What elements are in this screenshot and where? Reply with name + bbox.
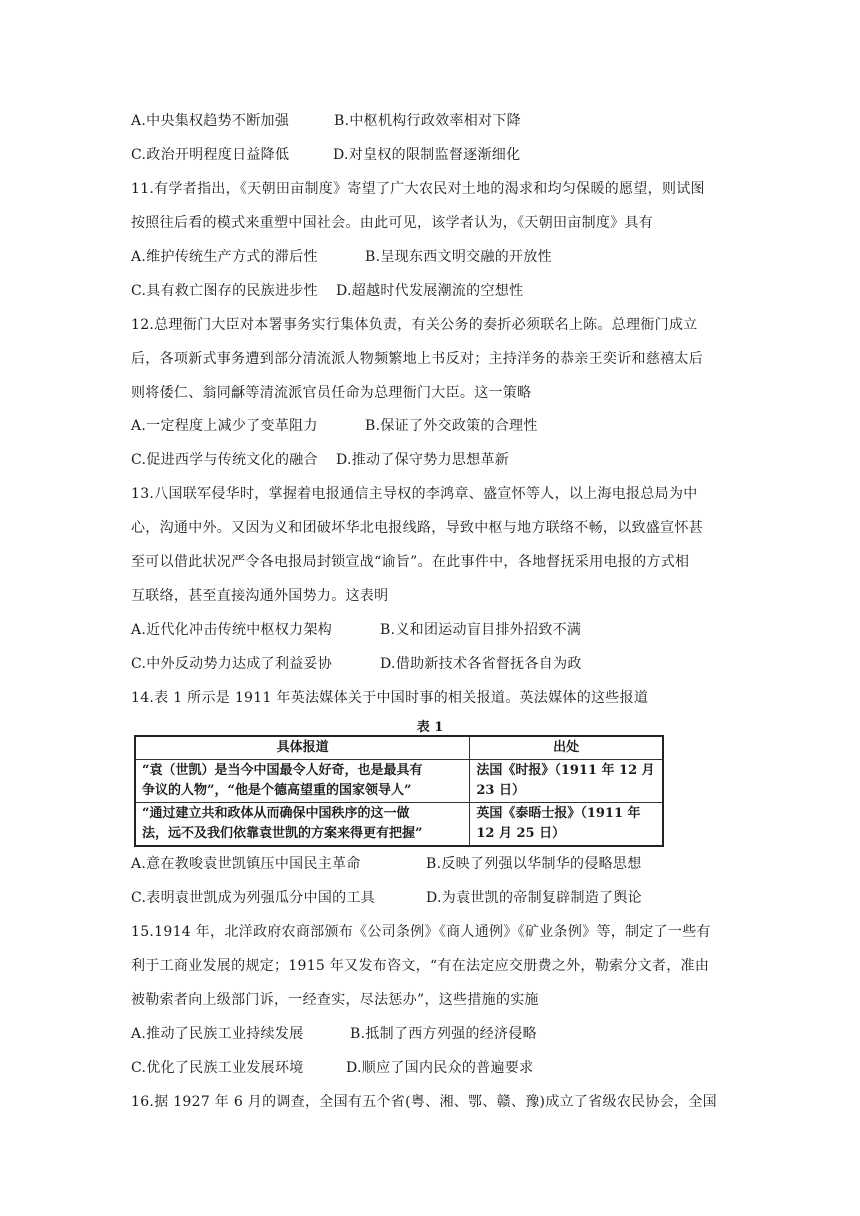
q13-option-d: D.借助新技术各省督抚各自为政	[380, 656, 582, 672]
q14-option-a: A.意在教唆袁世凯镇压中国民主革命	[131, 856, 361, 872]
q14-stem-line-1: 14.表 1 所示是 1911 年英法媒体关于中国时事的相关报道。英法媒体的这些报道	[131, 690, 649, 706]
q15-option-b: B.抵制了西方列强的经济侵略	[350, 1026, 537, 1042]
q15-option-c: C.优化了民族工业发展环境	[131, 1060, 304, 1076]
q15-stem-line-1: 15.1914 年，北洋政府农商部颁布《公司条例》《商人通例》《矿业条例》等，制定了一些有	[131, 924, 711, 940]
q10-option-b: B.中枢机构行政效率相对下降	[334, 113, 521, 129]
q12-option-b: B.保证了外交政策的合理性	[365, 418, 538, 434]
q10-options-row-2	[131, 145, 750, 165]
table-caption: 表 1	[416, 720, 444, 735]
q12-option-a: A.一定程度上减少了变革阻力	[131, 418, 318, 434]
q12-option-c: C.促进西学与传统文化的融合	[131, 452, 318, 468]
q13-options-row-2	[131, 654, 750, 674]
table-header-row	[135, 736, 663, 760]
q15-option-d: D.顺应了国内民众的普遍要求	[346, 1060, 534, 1076]
q14-option-c: C.表明袁世凯成为列强瓜分中国的工具	[131, 890, 376, 906]
q13-stem-line-4: 互联络，甚至直接沟通外国势力。这表明	[131, 588, 389, 604]
q11-options-row-1	[131, 247, 750, 267]
cell-line: “通过建立共和政体从而确保中国秩序的这一做	[142, 806, 410, 821]
q16-stem-line-1: 16.据 1927 年 6 月的调查，全国有五个省(粤、湘、鄂、赣、豫)成立了省级农民协会，全国	[131, 1094, 717, 1110]
q10-option-d: D.对皇权的限制监督逐渐细化	[333, 147, 521, 163]
cell-line: 争议的人物”，“他是个德高望重的国家领导人”	[142, 783, 412, 798]
table-cell-report	[135, 760, 470, 803]
cell-line: 23 日）	[476, 783, 525, 798]
q12-stem-line-1: 12.总理衙门大臣对本署事务实行集体负责，有关公务的奏折必须联名上陈。总理衙门成立	[131, 317, 698, 333]
q10-option-c: C.政治开明程度日益降低	[131, 147, 290, 163]
q11-option-b: B.呈现东西文明交融的开放性	[365, 249, 552, 265]
q12-option-d: D.推动了保守势力思想革新	[336, 452, 510, 468]
q15-stem-line-3: 被勒索者向上级部门诉，一经查实，尽法惩办”，这些措施的实施	[131, 992, 539, 1008]
cell-line: 英国《泰晤士报》（1911 年	[476, 806, 641, 821]
q12-stem-line-3: 则将倭仁、翁同龢等清流派官员任命为总理衙门大臣。这一策略	[131, 385, 532, 401]
table-header-report: 具体报道	[135, 736, 470, 760]
q12-options-row-2	[131, 450, 750, 470]
q13-stem-line-1: 13.八国联军侵华时，掌握着电报通信主导权的李鸿章、盛宣怀等人，以上海电报总局为中	[131, 486, 698, 502]
q13-stem-line-3: 至可以借此状况严令各电报局封锁宣战“谕旨”。在此事件中，各地督抚采用电报的方式相	[131, 554, 690, 570]
table-cell-source	[470, 760, 663, 803]
q14-options-row-1	[131, 854, 750, 874]
q11-stem-line-2: 按照往后看的模式来重塑中国社会。由此可见，该学者认为，《天朝田亩制度》具有	[131, 215, 654, 231]
table-cell-source	[470, 803, 663, 847]
q14-option-b: B.反映了列强以华制华的侵略思想	[426, 856, 642, 872]
table-row	[135, 803, 663, 847]
cell-line: 法国《时报》（1911 年 12 月	[476, 763, 655, 778]
table-row	[135, 760, 663, 803]
q11-option-a: A.维护传统生产方式的滞后性	[131, 249, 318, 265]
q12-stem-line-2: 后，各项新式事务遭到部分清流派人物频繁地上书反对；主持洋务的恭亲王奕䜣和慈禧太后	[131, 351, 703, 367]
q13-option-b: B.义和团运动盲目排外招致不满	[380, 622, 582, 638]
q14-option-d: D.为袁世凯的帝制复辟制造了舆论	[426, 890, 642, 906]
table-cell-report	[135, 803, 470, 847]
q15-stem-line-2: 利于工商业发展的规定；1915 年又发布咨文，“有在法定应交册费之外，勒索分文者，准由	[131, 958, 710, 974]
cell-line: 法，远不及我们依靠袁世凯的方案来得更有把握”	[142, 826, 423, 841]
report-table	[134, 735, 664, 847]
q15-options-row-2	[131, 1058, 750, 1078]
q14-options-row-2	[131, 888, 750, 908]
q15-options-row-1	[131, 1024, 750, 1044]
q11-options-row-2	[131, 281, 750, 301]
q13-option-c: C.中外反动势力达成了利益妥协	[131, 656, 333, 672]
cell-line: “袁（世凯）是当今中国最令人好奇，也是最具有	[142, 763, 423, 778]
table-header-source: 出处	[470, 736, 663, 760]
q13-stem-line-2: 心，沟通中外。又因为义和团破坏华北电报线路，导致中枢与地方联络不畅，以致盛宣怀甚	[131, 520, 703, 536]
q11-option-d: D.超越时代发展潮流的空想性	[336, 283, 524, 299]
q15-option-a: A.推动了民族工业持续发展	[131, 1026, 304, 1042]
q13-option-a: A.近代化冲击传统中枢权力架构	[131, 622, 333, 638]
q10-options-row-1	[131, 111, 750, 131]
q10-option-a: A.中央集权趋势不断加强	[131, 113, 290, 129]
q11-stem-line-1: 11.有学者指出，《天朝田亩制度》寄望了广大农民对土地的渴求和均匀保暖的愿望，则试图	[131, 181, 705, 197]
q12-options-row-1	[131, 416, 750, 436]
q13-options-row-1	[131, 620, 750, 640]
cell-line: 12 月 25 日）	[476, 826, 566, 841]
q11-option-c: C.具有救亡图存的民族进步性	[131, 283, 318, 299]
